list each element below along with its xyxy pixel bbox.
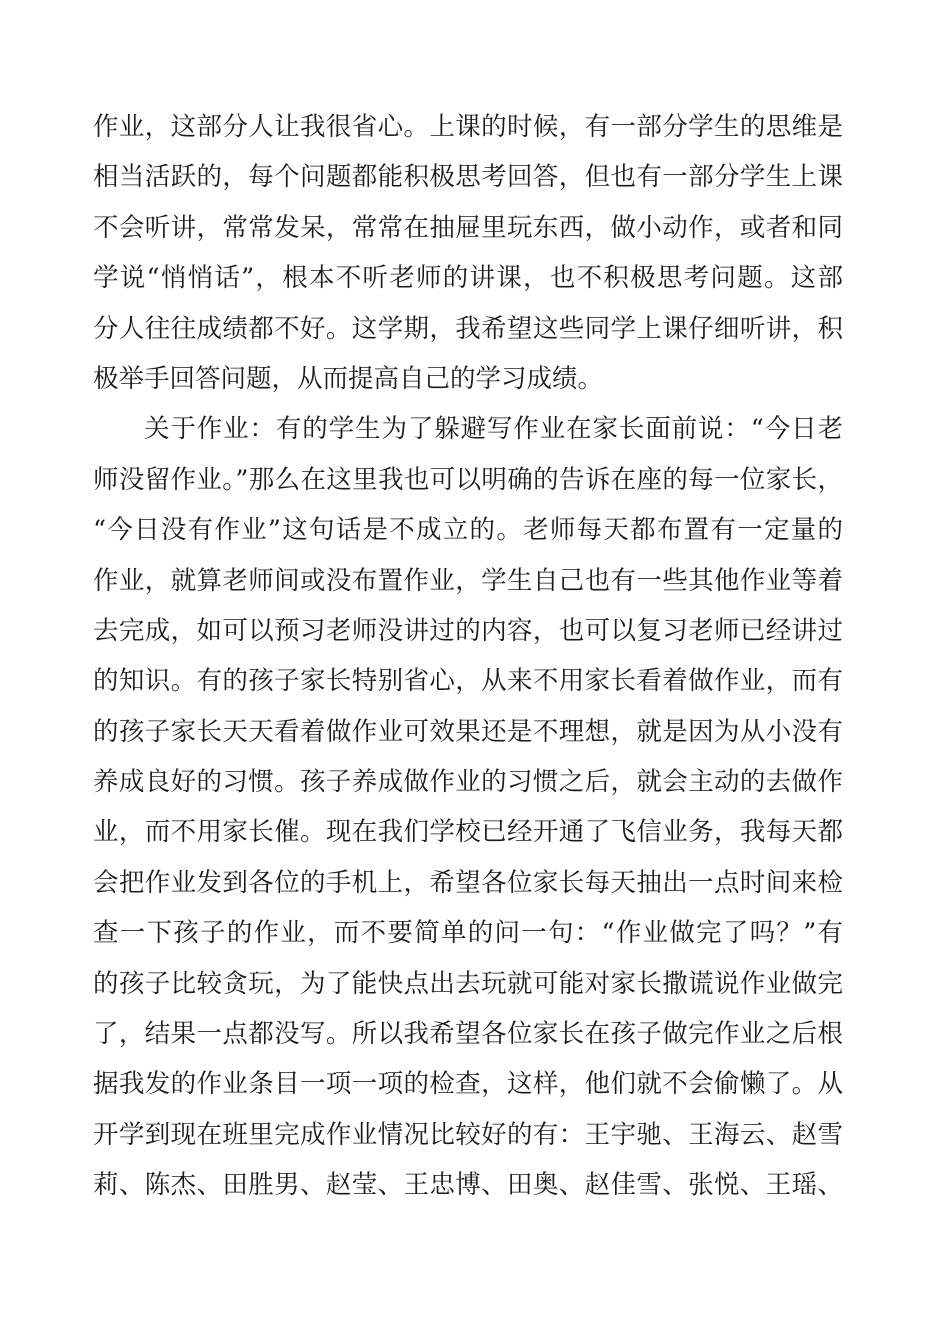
text-line: 查一下孩子的作业，而不要简单的问一句：“作业做完了吗？”有	[93, 918, 843, 949]
text-line: 关于作业：有的学生为了躲避写作业在家长面前说：“今日老	[144, 414, 843, 445]
text-line: 师没留作业。”那么在这里我也可以明确的告诉在座的每一位家长，	[93, 464, 843, 495]
text-line: 不会听讲，常常发呆，常常在抽屉里玩东西，做小动作，或者和同	[93, 212, 843, 243]
text-line: 学说“悄悄话”，根本不听老师的讲课，也不积极思考问题。这部	[93, 263, 843, 294]
text-line: 作业，就算老师间或没布置作业，学生自己也有一些其他作业等着	[93, 565, 843, 596]
text-line: “今日没有作业”这句话是不成立的。老师每天都布置有一定量的	[93, 515, 843, 546]
text-line: 莉、陈杰、田胜男、赵莹、王忠博、田奥、赵佳雪、张悦、王瑶、	[93, 1170, 843, 1201]
text-line: 的孩子比较贪玩，为了能快点出去玩就可能对家长撒谎说作业做完	[93, 968, 843, 999]
text-line: 开学到现在班里完成作业情况比较好的有：王宇驰、王海云、赵雪	[93, 1119, 843, 1150]
paragraph-1	[93, 102, 843, 404]
text-line: 分人往往成绩都不好。这学期，我希望这些同学上课仔细听讲，积	[93, 313, 843, 344]
text-line: 了，结果一点都没写。所以我希望各位家长在孩子做完作业之后根	[93, 1019, 843, 1050]
paragraph-2	[93, 404, 843, 1210]
text-line: 的知识。有的孩子家长特别省心，从来不用家长看着做作业，而有	[93, 666, 843, 697]
text-line: 会把作业发到各位的手机上，希望各位家长每天抽出一点时间来检	[93, 867, 843, 898]
document-body	[93, 102, 843, 1211]
text-line: 相当活跃的，每个问题都能积极思考回答，但也有一部分学生上课	[93, 162, 843, 193]
text-line: 去完成，如可以预习老师没讲过的内容，也可以复习老师已经讲过	[93, 615, 843, 646]
text-line: 业，而不用家长催。现在我们学校已经开通了飞信业务，我每天都	[93, 817, 843, 848]
text-line: 据我发的作业条目一项一项的检查，这样，他们就不会偷懒了。从	[93, 1069, 843, 1100]
text-line: 作业，这部分人让我很省心。上课的时候，有一部分学生的思维是	[93, 112, 843, 142]
text-line: 极举手回答问题，从而提高自己的学习成绩。	[93, 363, 604, 394]
text-line: 养成良好的习惯。孩子养成做作业的习惯之后，就会主动的去做作	[93, 767, 843, 798]
text-line: 的孩子家长天天看着做作业可效果还是不理想，就是因为从小没有	[93, 716, 843, 747]
